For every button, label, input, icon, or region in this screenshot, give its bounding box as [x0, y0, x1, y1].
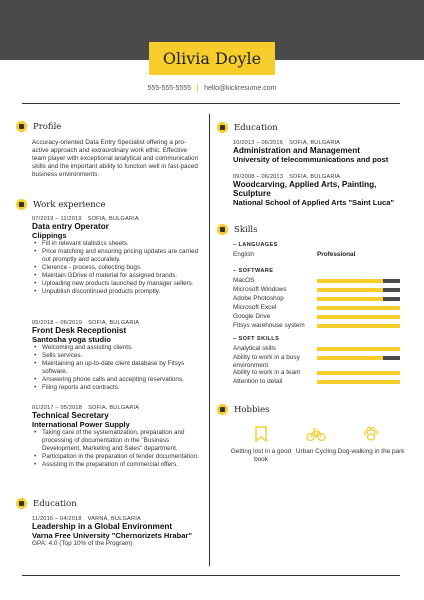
education-entry-right-1: [233, 140, 403, 164]
skill-level-bar: [317, 324, 400, 328]
profile-text: Accuracy-oriented Data Entry Specialist offering a pro-active approach and extraordinary work ethic. Effective team player with exceptional analytical and communication skills and the important ability to function well in fast-paced business environments.: [32, 139, 199, 178]
job-title: Data entry Operator: [32, 222, 109, 231]
job-bullets: [32, 240, 204, 296]
skills-soft-label: – SOFT SKILLS: [233, 336, 280, 342]
phone: 555-555-5555: [147, 84, 192, 92]
skill-name: Microsoft Windows: [233, 286, 287, 293]
skill-level-bar: [317, 380, 400, 384]
skill-level-fill: [317, 279, 383, 283]
list-item: • Price matching and ensuring pricing updates are carried out promptly and accurately.: [32, 248, 204, 264]
skill-level-fill: [317, 380, 400, 384]
bookmark-icon: [254, 426, 268, 442]
skills-software-label: – SOFTWARE: [233, 268, 274, 274]
edu-location: VARNA, BULGARIA: [87, 516, 141, 522]
edu-school: National School of Applied Arts "Saint Luca": [233, 198, 395, 207]
skill-row: [233, 369, 317, 377]
edu-title: Administration and Management: [233, 146, 360, 155]
skill-level-bar: [317, 371, 400, 375]
edu-location: SOFIA, BULGARIA: [289, 140, 341, 146]
briefcase-icon: [16, 199, 27, 210]
list-item: • Uploading new products launched by manager sellers.: [32, 280, 204, 288]
job-dates: 05/2018 – 06/2019: [32, 320, 83, 326]
edu-dates: 10/2013 – 06/2016: [233, 140, 284, 146]
job-title: Front Desk Receptionist: [32, 326, 127, 335]
skill-level-fill: [317, 306, 400, 310]
contact-line: [0, 84, 424, 92]
education-entry-left: [32, 516, 204, 548]
hobbies-heading: Hobbies: [217, 404, 270, 415]
job-location: SOFIA, BULGARIA: [88, 320, 140, 326]
skill-level-bar: [317, 356, 400, 360]
skill-name: Google Drive: [233, 313, 271, 320]
language-name: English: [233, 251, 254, 258]
skill-row: [233, 295, 317, 303]
edu-school: Varna Free University "Chernorizets Hrabar": [32, 531, 192, 540]
hobby-label: Dog-walking in the park: [337, 448, 405, 455]
list-item: • Participation in the preparation of tender documentation.: [32, 453, 204, 461]
skill-level-bar: [317, 297, 400, 301]
skill-name: Adobe Photoshop: [233, 295, 284, 302]
skill-level-bar: [317, 306, 400, 310]
skill-level-fill: [317, 288, 383, 292]
skill-row: [233, 304, 317, 312]
list-item: • Taking care of the systematization, preparation and processing of documentation in the "Business Development, Marketing and Sales" department.: [32, 429, 204, 453]
paw-icon: [363, 426, 379, 442]
profile-heading: Profile: [16, 121, 61, 132]
hobby-label: Urban Cycling: [295, 448, 337, 455]
list-item: • Answering phone calls and accepting reservations.: [32, 376, 204, 384]
education-heading-right: Education: [217, 122, 278, 133]
job-dates: 01/2017 – 05/2018: [32, 405, 83, 411]
work-heading: Work experience: [16, 199, 106, 210]
skill-level-fill: [317, 315, 400, 319]
language-row: [233, 251, 355, 259]
skill-level-bar: [317, 347, 400, 351]
job-2: [32, 320, 204, 392]
job-location: SOFIA, BULGARIA: [88, 405, 140, 411]
edu-note: GPA: 4.0 (Top 10% of the Program): [32, 540, 133, 547]
list-item: • Unpublish discontinued products promptly.: [32, 288, 204, 296]
name-banner: [149, 42, 275, 75]
skills-heading: Skills: [217, 224, 258, 235]
skill-level-bar: [317, 315, 400, 319]
skill-level-fill: [317, 371, 400, 375]
job-company: Clippings: [32, 231, 67, 240]
edu-dates: 11/2016 – 04/2018: [32, 516, 82, 522]
job-title: Technical Secretary: [32, 411, 109, 420]
list-item: • Maintain GDrive of material for assigned brands.: [32, 272, 204, 280]
job-company: International Power Supply: [32, 420, 130, 429]
skill-level-bar: [317, 279, 400, 283]
skill-level-fill: [317, 297, 383, 301]
graduation-cap-icon: [217, 122, 228, 133]
skill-row: [233, 313, 317, 321]
job-3: [32, 405, 204, 469]
edu-school: University of telecommunications and post: [233, 155, 389, 164]
bottom-divider: [22, 575, 400, 576]
list-item: • Clerence - process, collecting bugs.: [32, 264, 204, 272]
job-bullets: [32, 344, 204, 392]
hobby-label: Getting lost in a good book: [230, 448, 292, 463]
skill-level-bar: [317, 288, 400, 292]
hobby-3: [336, 426, 406, 456]
skill-name: MacOS: [233, 277, 255, 284]
job-dates: 07/2019 – 11/2019: [32, 216, 82, 222]
skill-row: [233, 286, 317, 294]
language-level: Professional: [317, 251, 356, 259]
sparkle-icon: [217, 404, 228, 415]
job-bullets: [32, 429, 204, 469]
bicycle-icon: [306, 426, 326, 442]
top-divider: [22, 103, 400, 104]
email: hello@kickresume.com: [204, 84, 277, 92]
skill-name: Fitsys warehouse system: [233, 322, 305, 329]
edu-title: Leadership in a Global Environment: [32, 522, 173, 531]
skill-level-fill: [317, 347, 400, 351]
skill-level-fill: [317, 324, 400, 328]
skill-row: [233, 345, 317, 353]
edu-dates: 09/2008 – 06/2013: [233, 174, 284, 180]
skill-name: Microsoft Excel: [233, 304, 277, 311]
list-item: • Assisting in the preparation of commercial offers.: [32, 461, 204, 469]
skill-name: Analytical skills: [233, 345, 276, 352]
education-entry-right-2: [233, 174, 403, 207]
skill-row: [233, 378, 317, 386]
skill-row: [233, 322, 317, 330]
list-item: • Filing reports and contracts.: [32, 384, 204, 392]
skill-name: Ability to work in a team: [233, 369, 301, 376]
job-1: [32, 216, 204, 296]
job-location: SOFIA, BULGARIA: [87, 216, 139, 222]
candidate-name: Olivia Doyle: [162, 49, 262, 68]
user-icon: [16, 121, 27, 132]
puzzle-icon: [217, 224, 228, 235]
list-item: • Fill in relevant statistics sheets.: [32, 240, 204, 248]
contact-separator: [197, 84, 198, 92]
edu-location: SOFIA, BULGARIA: [289, 174, 341, 180]
list-item: • Welcoming and assisting clients.: [32, 344, 204, 352]
skill-name: Attention to detail: [233, 378, 283, 385]
list-item: • Sells services.: [32, 352, 204, 360]
skills-languages-label: – LANGUAGES: [233, 242, 278, 248]
column-divider: [209, 114, 210, 566]
job-company: Santosha yoga studio: [32, 335, 111, 344]
list-item: • Maintaining an up-to-date client database by Fitsys software.: [32, 360, 204, 376]
skill-level-fill: [317, 356, 383, 360]
education-heading-left: Education: [16, 498, 77, 509]
edu-title: Woodcarving, Applied Arts, Painting, Sculpture: [233, 180, 377, 198]
skill-row: [233, 277, 317, 285]
graduation-cap-icon: [16, 498, 27, 509]
skill-name: Ability to work in a busy environment: [233, 354, 300, 369]
skill-row: [233, 354, 317, 369]
